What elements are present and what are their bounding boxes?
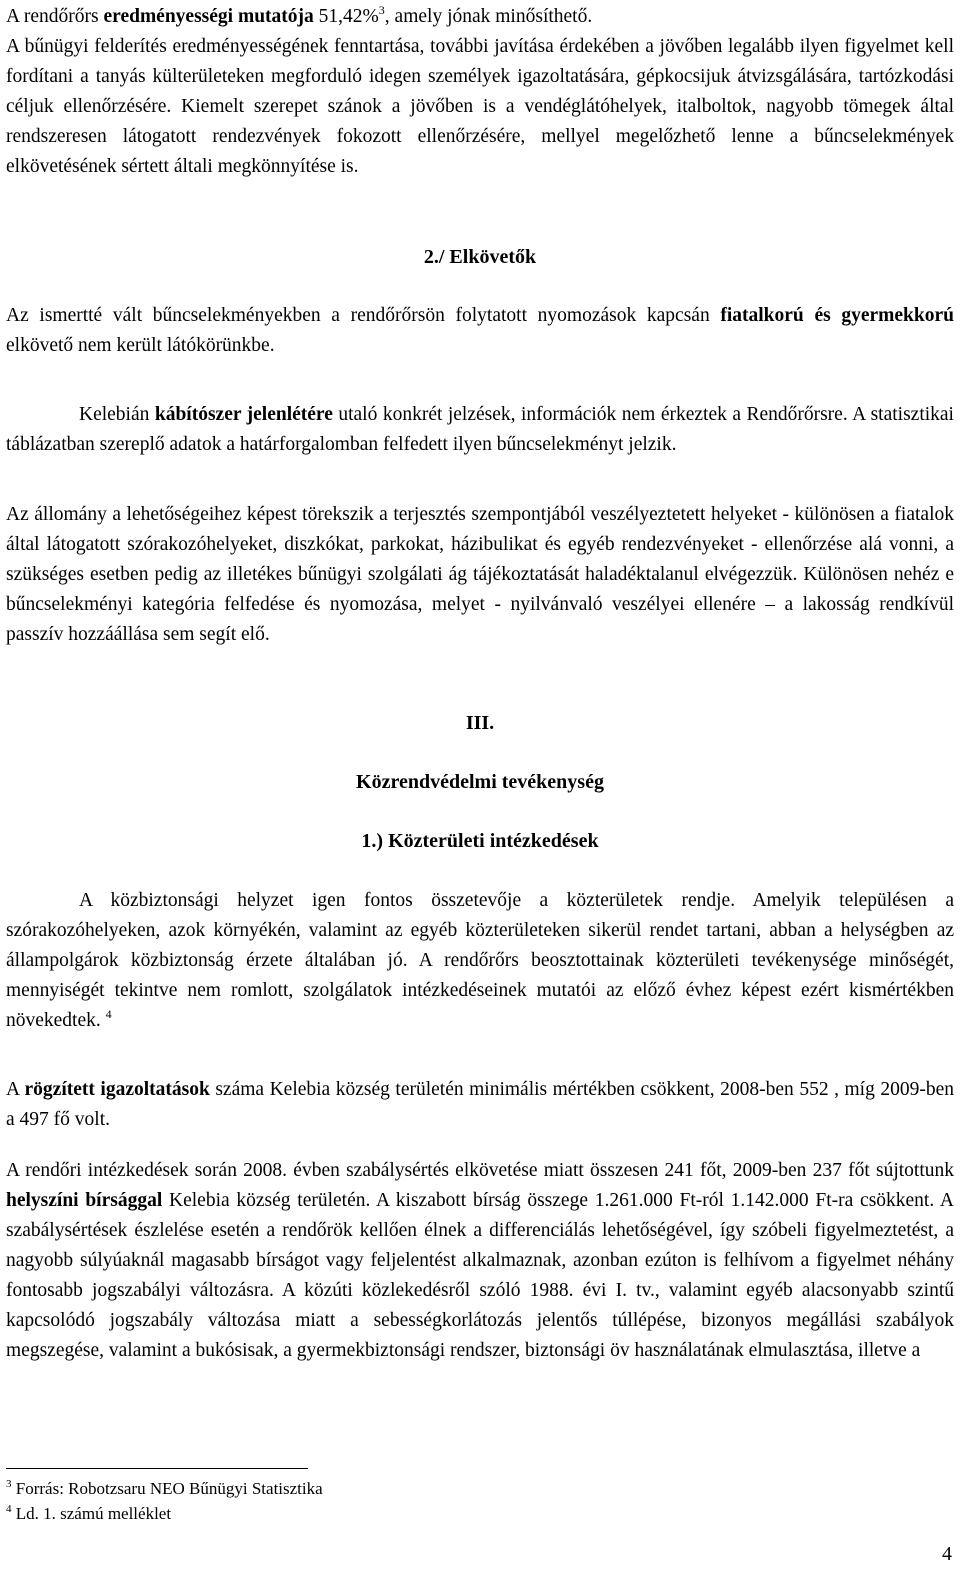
text: , amely jónak minősíthető. <box>384 6 593 27</box>
paragraph-igazoltatasok <box>6 1075 954 1135</box>
footnote-4 <box>6 1502 171 1526</box>
bold-text: rögzített igazoltatások <box>24 1079 210 1100</box>
text: A bűnügyi felderítés eredményességének fenntartása, további javítása érdekében a jövőben legalább ilyen figyelmet kell fordítani a tanyás külterületeken megforduló idegen személyek igazoltatására, gépkocsijuk átvizsgálására, tartózkodási céljuk ellenőrzésére. Kiemelt szerepet szánok a jövőben is a vendéglátóhelyek, italboltok, nagyobb tömegek által rendszeresen látogatott rendezvények fokozott ellenőrzésére, mellyel megelőzhető lenne a bűncselekmények elkövetésének sértett általi megkönnyítése is. <box>6 36 954 177</box>
chapter-number: III. <box>465 712 495 734</box>
text: A rendőri intézkedések során 2008. évben szabálysértés elkövetése miatt összesen 241 főt, 2009-ben 237 főt sújtottunk <box>6 1160 954 1181</box>
paragraph-allomany: Az állomány a lehetőségeihez képest törekszik a terjesztés szempontjából veszélyeztetett helyeket - különösen a fiatalok által látogatott szórakozóhelyeket, diszkókat, parkokat, házibulikat és egyéb rendezvényeket - ellenőrzése alá vonni, a szükséges esetben pedig az illetékes bűnügyi szolgálati ág tájékoztatását haladéktalanul elvégezzük. Különösen nehéz e bűncselekményi kategória felfedése és nyomozása, melyet - nyilvánvaló veszélyei ellenére – a lakosság rendkívül passzív hozzáállása sem segít elő. <box>6 504 954 645</box>
footnote-number: 4 <box>6 1503 12 1515</box>
chapter-title: Közrendvédelmi tevékenység <box>356 771 604 793</box>
text: A közbiztonsági helyzet igen fontos összetevője a közterületek rendje. Amelyik településen a szórakozóhelyeken, azok környékén, valamint az egyéb közterületeken sikerül rendet tartani, abban a helységben az állampolgárok közbiztonság érzete általában jó. A rendőrőrs beosztottainak közterületi tevékenysége minőségét, mennyiségét tekintve nem romlott, szolgálatok intézkedéseinek mutatói az előző évhez képest ezért kismértékben növekedtek. <box>6 890 954 1031</box>
text: Kelebián <box>79 404 155 425</box>
section-heading-kozteruleti: 1.) Közterületi intézkedések <box>361 830 599 852</box>
footnote-number: 3 <box>6 1478 12 1490</box>
paragraph-kabitoszer <box>6 400 954 460</box>
text: Kelebia község területén. A kiszabott bírság összege 1.261.000 Ft-ról 1.142.000 Ft-ra csökkent. A szabálysértések észlelése esetén a rendőrök kellően élnek a differenciálás lehetőségével, így szóbeli figyelmeztetést, a nagyobb súlyúaknál magasabb bírságot vagy feljelentést alkalmaznak, azonban ezúton is felhívom a figyelmet néhány fontosabb jogszabályi változásra. A közúti közlekedésről szóló 1988. évi I. tv., valamint egyéb alacsonyabb szintű kapcsolódó jogszabály változása miatt a sebességkorlátozás jelentős túllépése, bizonyos megállási szabályok megszegése, valamint a bukósisak, a gyermekbiztonsági rendszer, biztonsági öv használatának elmulasztása, illetve a <box>6 1190 954 1361</box>
text: A rendőrőrs <box>6 6 104 27</box>
footnote-text: Ld. 1. számú melléklet <box>15 1504 172 1523</box>
footnote-ref-3: 3 <box>378 3 385 17</box>
text: utaló konkrét jelzések, információk nem érkeztek a Rendőrőrsre. A statisztikai táblázatban szereplő adatok a határforgalomban felfedett ilyen bűncselekményt jelzik. <box>6 404 954 455</box>
footnote-3 <box>6 1477 323 1501</box>
text: 51,42% <box>313 6 379 27</box>
text: elkövető nem került látókörünkbe. <box>6 335 275 356</box>
footnote-divider <box>6 1468 308 1469</box>
paragraph-kozbiztonsag <box>6 886 954 1036</box>
bold-text: fiatalkorú és gyermekkorú <box>720 305 954 326</box>
section-heading-elkovetok: 2./ Elkövetők <box>423 246 537 268</box>
footnote-ref-4: 4 <box>105 1007 112 1021</box>
paragraph-elkovetok <box>6 301 954 361</box>
paragraph-felderites <box>6 2 954 182</box>
paragraph-intezkedesek <box>6 1156 954 1366</box>
footnote-text: Forrás: Robotzsaru NEO Bűnügyi Statisztika <box>15 1479 323 1498</box>
bold-text: kábítószer jelenlétére <box>154 404 333 425</box>
bold-text: helyszíni bírsággal <box>6 1190 163 1211</box>
page-number: 4 <box>942 1543 952 1565</box>
text: Az ismertté vált bűncselekményekben a rendőrőrsön folytatott nyomozások kapcsán <box>6 305 721 326</box>
text: száma Kelebia község területén minimális mértékben csökkent, 2008-ben 552 , míg 2009-ben a 497 fő volt. <box>6 1079 954 1130</box>
bold-text: eredményességi mutatója <box>103 6 314 27</box>
text: A <box>6 1079 25 1100</box>
